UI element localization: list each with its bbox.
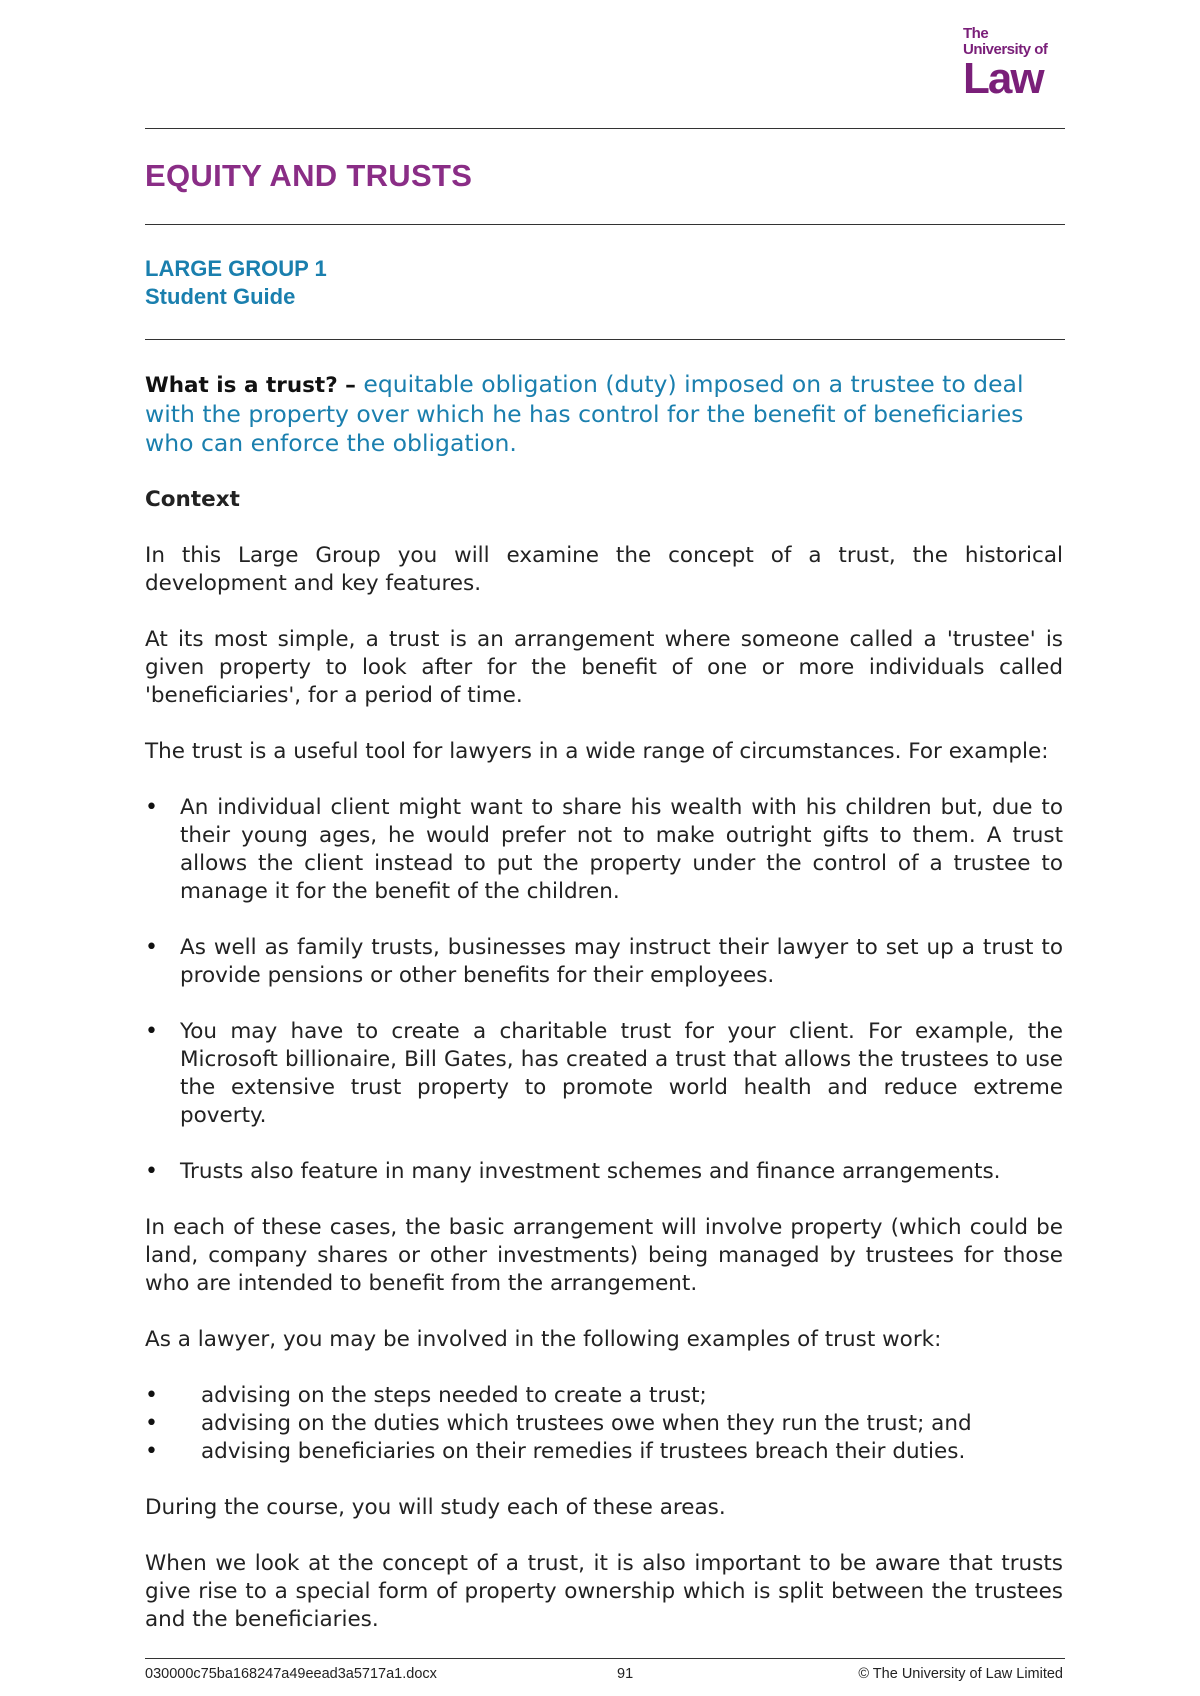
trust-work-list <box>145 1382 1063 1466</box>
list-item: • As well as family trusts, businesses may instruct their lawyer to set up a trust to provide pensions or other benefits for their employees. <box>145 934 1063 990</box>
paragraph: At its most simple, a trust is an arrangement where someone called a 'trustee' is given property to look after for the benefit of one or more individuals called 'beneficiaries', for a period of time. <box>145 627 1063 708</box>
footer-page-number: 91 <box>617 1666 634 1682</box>
footer-copyright: © The University of Law Limited <box>858 1666 1063 1682</box>
list-item: • advising on the duties which trustees owe when they run the trust; and <box>145 1410 1063 1438</box>
paragraph: When we look at the concept of a trust, it is also important to be aware that trusts give rise to a special form of property ownership which is split between the trustees and the beneficiaries. <box>145 1551 1063 1632</box>
list-item: • Trusts also feature in many investment schemes and finance arrangements. <box>145 1158 1063 1186</box>
list-item: • advising beneficiaries on their remedies if trustees breach their duties. <box>145 1438 1063 1466</box>
main-content <box>145 370 1063 1662</box>
logo-line-university: University of <box>963 41 1048 58</box>
paragraph: In each of these cases, the basic arrangement will involve property (which could be land, company shares or other investments) being managed by trustees for those who are intended to benefit from the arrangement. <box>145 1215 1063 1296</box>
divider-subtitle <box>145 339 1065 340</box>
guide-label: Student Guide <box>145 284 296 309</box>
list-item: • You may have to create a charitable trust for your client. For example, the Microsoft billionaire, Bill Gates, has created a trust that allows the trustees to use the extensive trust property to promote world health and reduce extreme poverty. <box>145 1018 1063 1130</box>
list-item: • An individual client might want to share his wealth with his children but, due to their young ages, he would prefer not to make outright gifts to them. A trust allows the client instead to put the property under the control of a trustee to manage it for the benefit of the children. <box>145 794 1063 906</box>
divider-top <box>145 128 1065 129</box>
list-item: • advising on the steps needed to create a trust; <box>145 1382 1063 1410</box>
trust-definition <box>145 370 1063 458</box>
footer-filename: 030000c75ba168247a49eead3a5717a1.docx <box>145 1666 437 1682</box>
divider-footer <box>145 1658 1065 1659</box>
paragraph: As a lawyer, you may be involved in the following examples of trust work: <box>145 1327 942 1352</box>
definition-answer: equitable obligation (duty) imposed on a trustee to deal with the property over which he has control for the benefit of beneficiaries who can enforce the obligation. <box>145 370 1024 457</box>
divider-title <box>145 224 1065 225</box>
paragraph: The trust is a useful tool for lawyers in a wide range of circumstances. For example: <box>145 739 1049 764</box>
section-label: LARGE GROUP 1 <box>145 256 327 281</box>
definition-question: What is a trust? – <box>145 373 364 398</box>
page-title: EQUITY AND TRUSTS <box>145 158 473 193</box>
examples-list <box>145 794 1063 1186</box>
logo-line-the: The <box>963 25 989 42</box>
university-logo <box>963 25 1059 103</box>
logo-line-law: Law <box>963 54 1043 103</box>
paragraph: In this Large Group you will examine the concept of a trust, the historical development and key features. <box>145 543 1063 596</box>
context-heading: Context <box>145 487 240 512</box>
paragraph: During the course, you will study each of these areas. <box>145 1495 726 1520</box>
